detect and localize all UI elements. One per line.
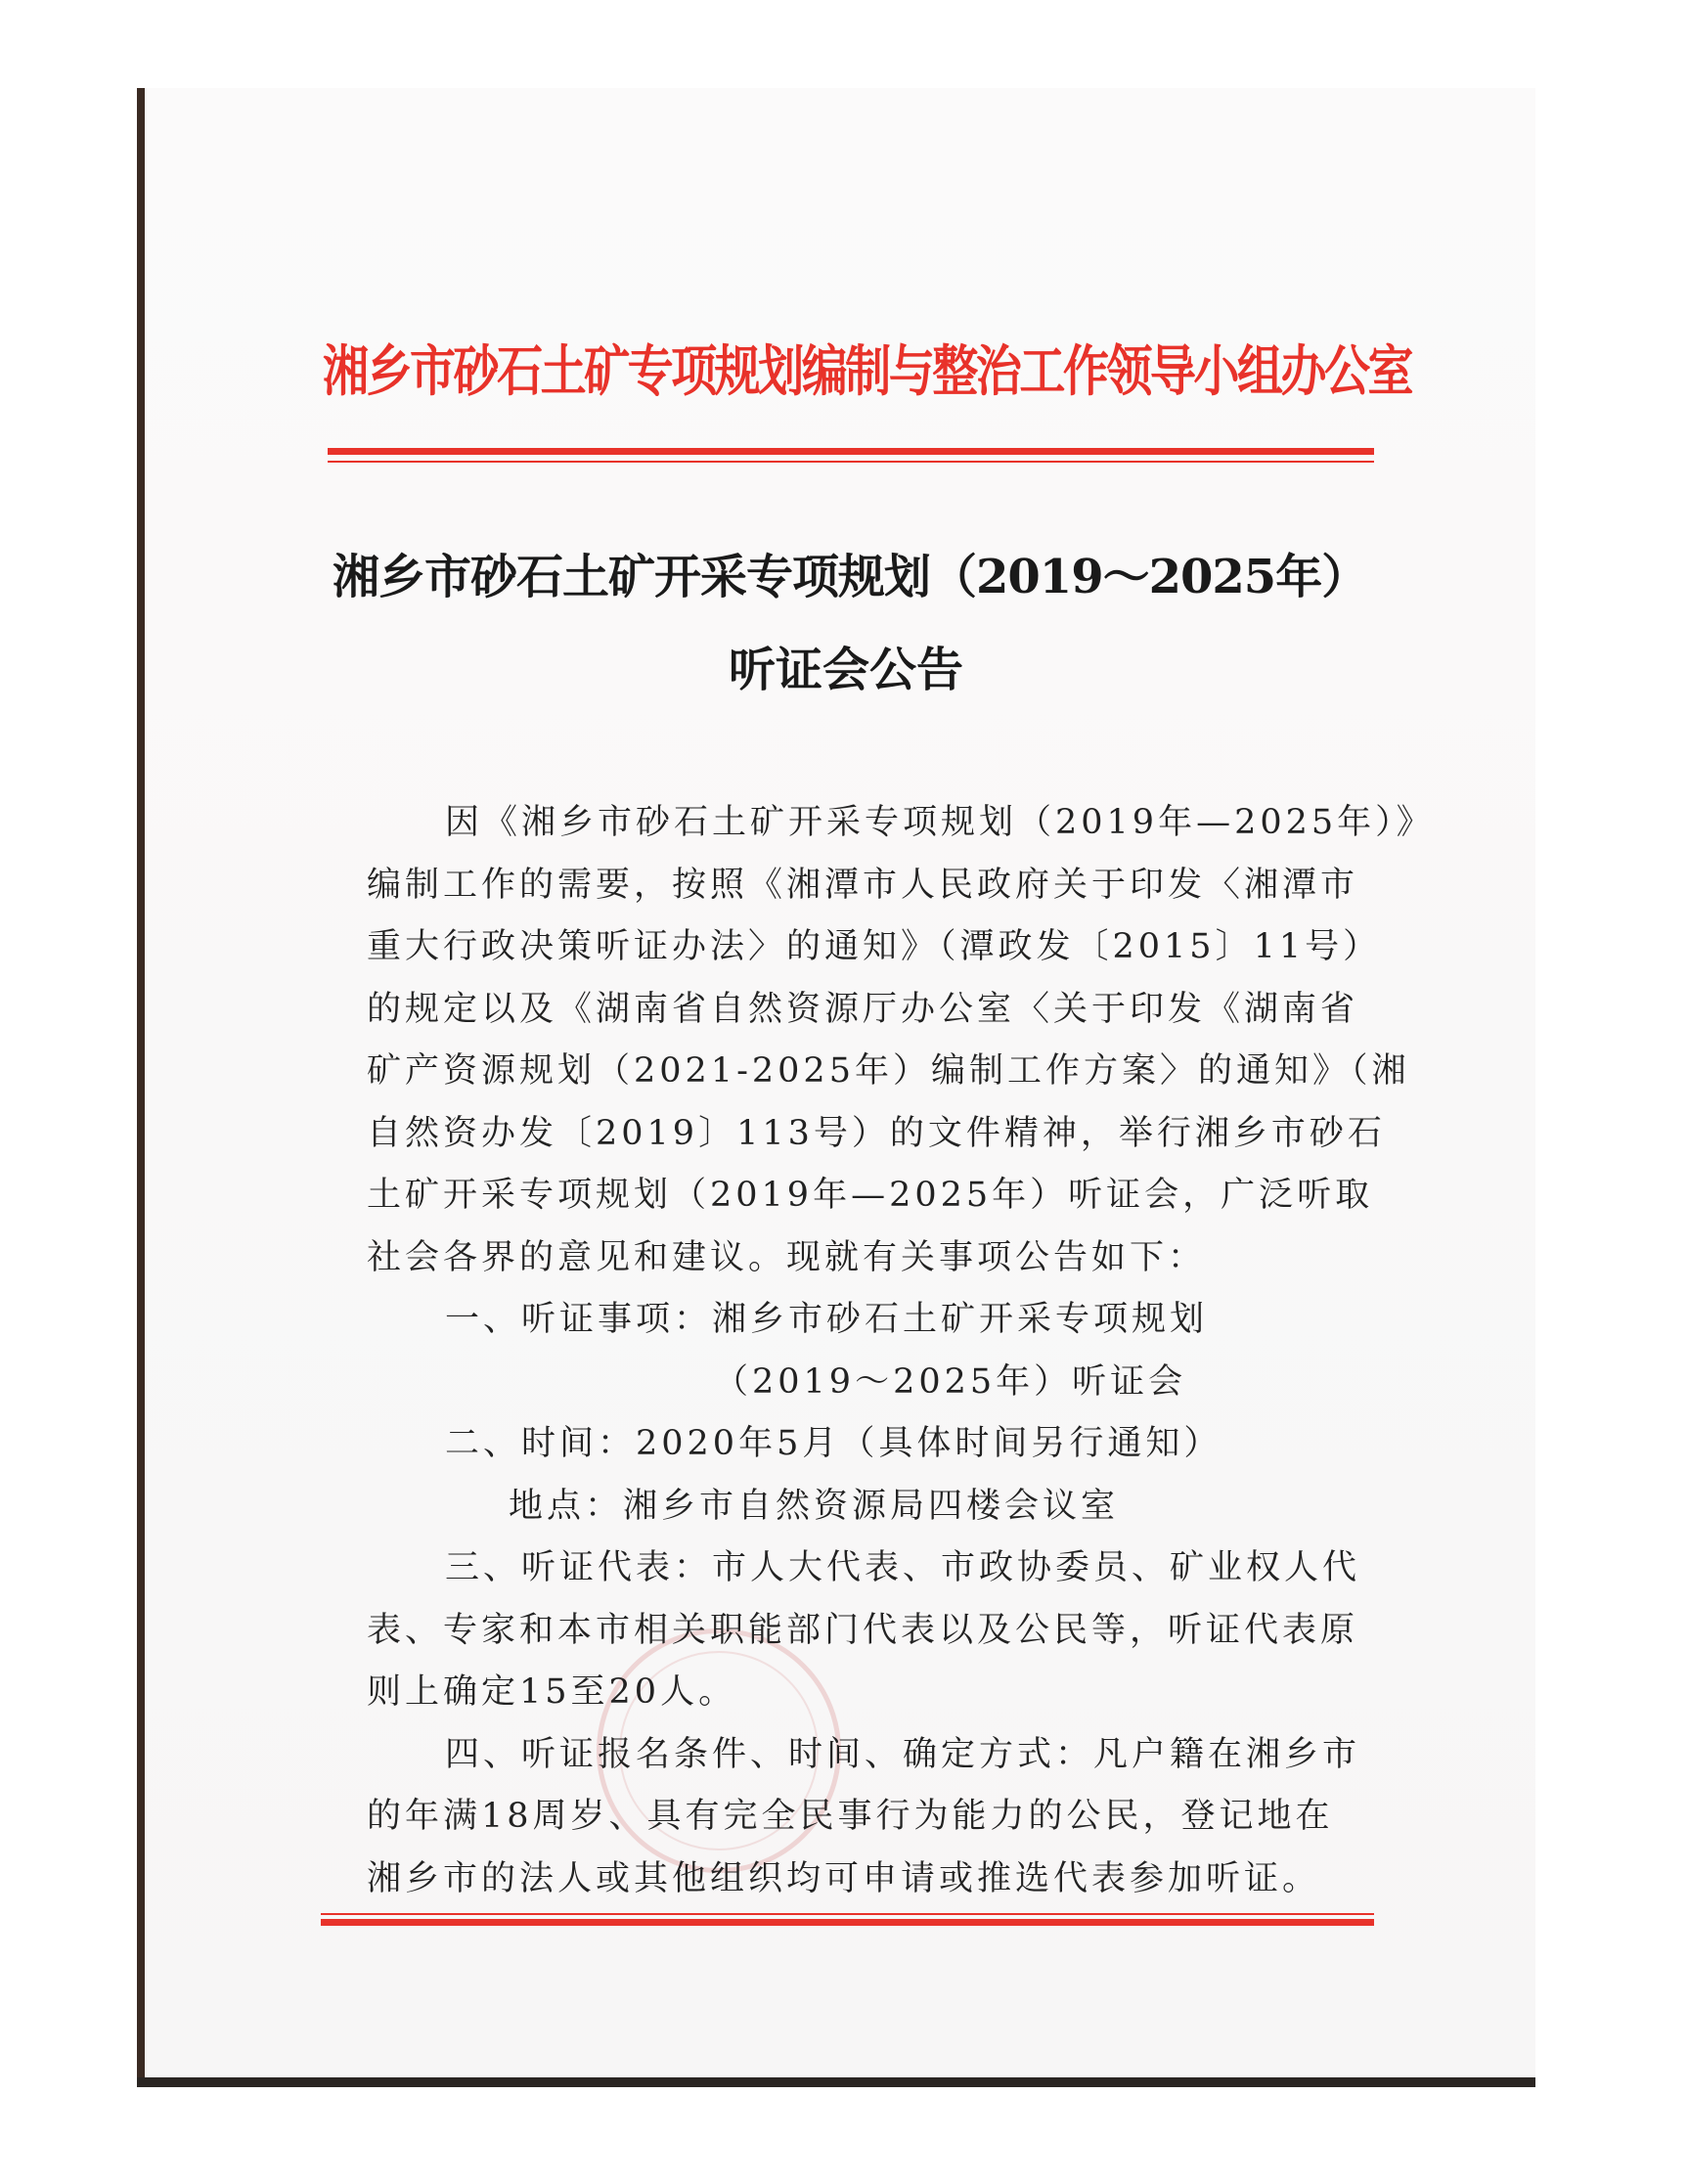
body-line: 矿产资源规划（2021-2025年）编制工作方案〉的通知》（湘: [367, 1051, 1410, 1091]
section-4-heading: 四、听证报名条件、时间、确定方式：凡户籍在湘乡市: [445, 1734, 1361, 1774]
body-line: 社会各界的意见和建议。现就有关事项公告如下：: [367, 1237, 1207, 1277]
letterhead-rule-thick: [328, 448, 1374, 455]
body-line: 编制工作的需要，按照《湘潭市人民政府关于印发〈湘潭市: [367, 865, 1359, 905]
document-title-line-1: 湘乡市砂石土矿开采专项规划（2019～2025年）: [333, 550, 1368, 604]
document-title-line-2: 听证会公告: [728, 643, 963, 697]
section-3-heading: 三、听证代表：市人大代表、市政协委员、矿业权人代: [445, 1548, 1361, 1587]
footer-rule-thin: [321, 1913, 1374, 1915]
body-line: 的规定以及《湖南省自然资源厅办公室〈关于印发《湖南省: [367, 989, 1359, 1029]
body-line: 重大行政决策听证办法〉的通知》（潭政发〔2015〕11号）: [367, 927, 1382, 966]
body-line: 土矿开采专项规划（2019年—2025年）听证会，广泛听取: [367, 1176, 1374, 1215]
body-line: 自然资办发〔2019〕113号）的文件精神，举行湘乡市砂石: [367, 1113, 1386, 1153]
scan-edge-bottom: [137, 2077, 1535, 2087]
letterhead: 湘乡市砂石土矿专项规划编制与整治工作领导小组办公室: [323, 339, 1411, 404]
section-1-heading: 一、听证事项：湘乡市砂石土矿开采专项规划: [445, 1300, 1209, 1339]
footer-rule-thick: [321, 1919, 1374, 1926]
scan-edge-left: [137, 88, 145, 2083]
body-line: 的年满18周岁、具有完全民事行为能力的公民，登记地在: [367, 1797, 1334, 1836]
letterhead-rule-thin: [328, 461, 1374, 463]
section-1-continuation: （2019～2025年）听证会: [714, 1361, 1187, 1402]
body-line: 则上确定15至20人。: [367, 1672, 737, 1712]
section-2-location: 地点：湘乡市自然资源局四楼会议室: [509, 1486, 1120, 1526]
document-body: [367, 792, 1435, 1910]
body-line: 因《湘乡市砂石土矿开采专项规划（2019年—2025年）》: [445, 803, 1435, 842]
body-line: 表、专家和本市相关职能部门代表以及公民等，听证代表原: [367, 1610, 1359, 1650]
body-line: 湘乡市的法人或其他组织均可申请或推选代表参加听证。: [367, 1858, 1321, 1898]
section-2-time: 二、时间：2020年5月（具体时间另行通知）: [445, 1424, 1222, 1463]
